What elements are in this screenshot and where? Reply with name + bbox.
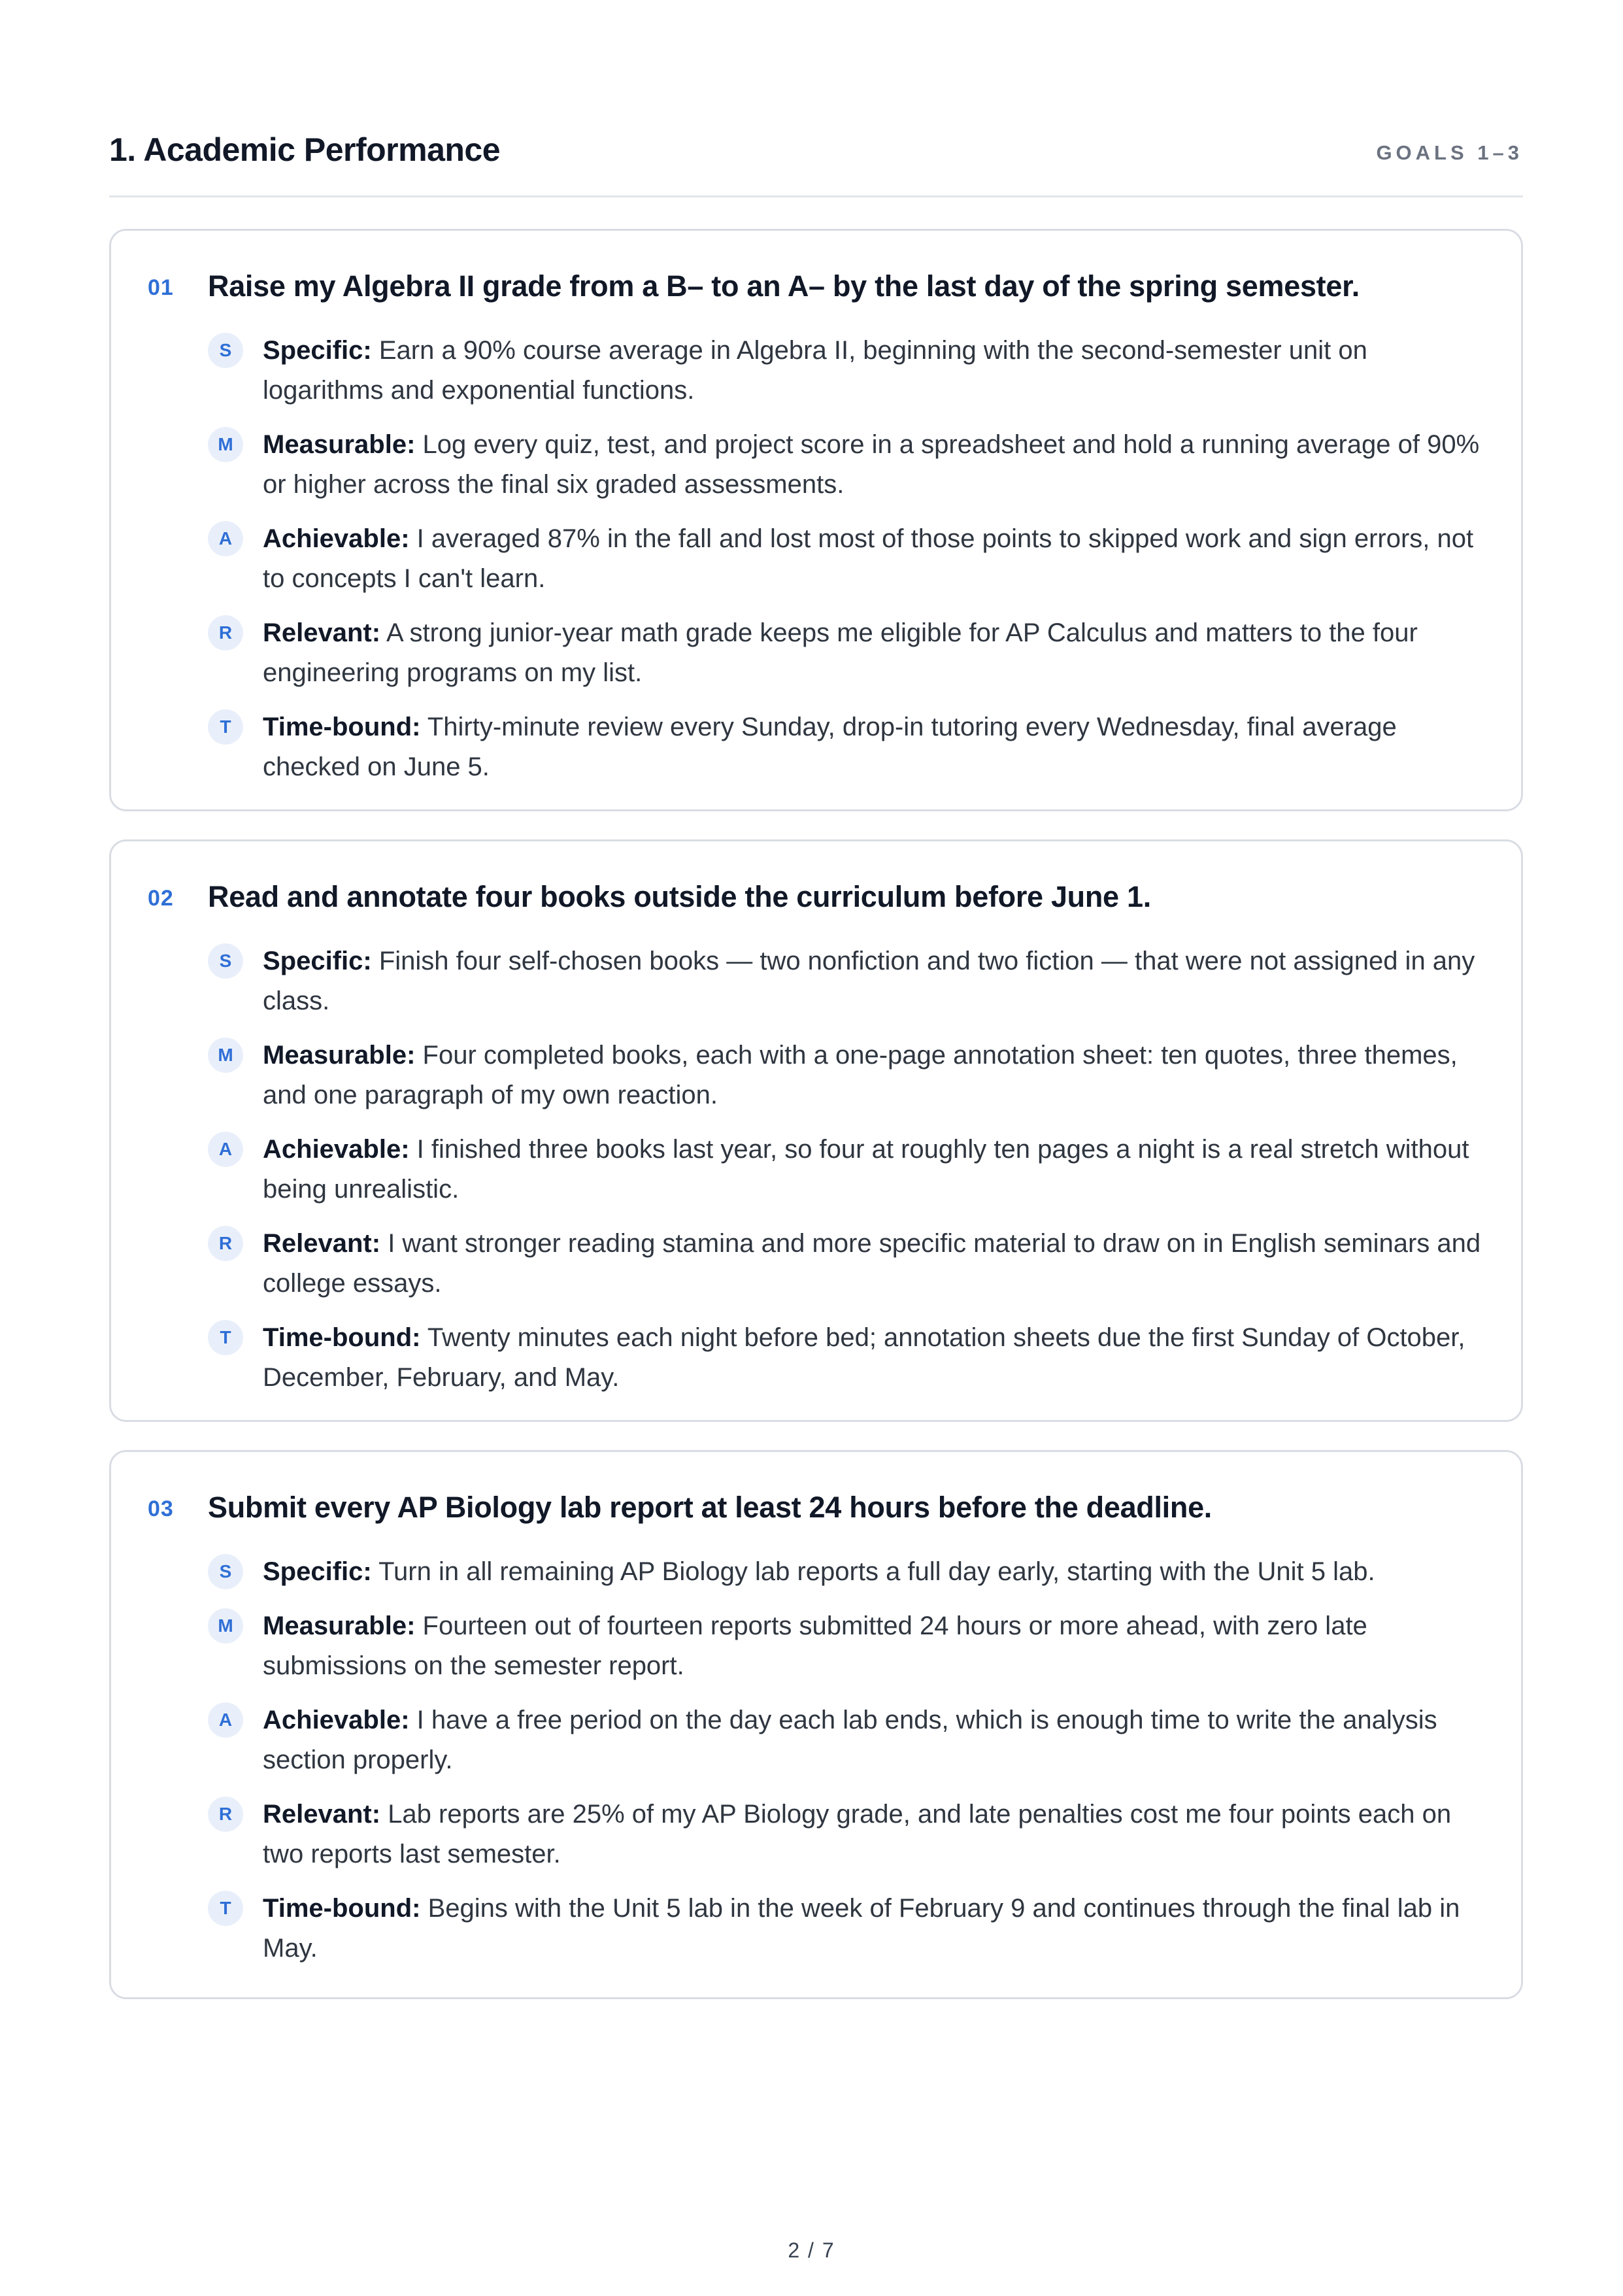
criterion-label: Specific:	[263, 1557, 372, 1586]
criterion-relevant	[208, 1224, 1488, 1304]
smart-criteria-list	[208, 1552, 1488, 1968]
criterion-text	[263, 331, 1488, 411]
goal-title: Raise my Algebra II grade from a B– to an A– by the last day of the spring semester.	[208, 269, 1360, 303]
criterion-label: Specific:	[263, 947, 372, 975]
criterion-text	[263, 425, 1488, 505]
criterion-achievable	[208, 1130, 1488, 1209]
criterion-relevant	[208, 1795, 1488, 1874]
criterion-badge: A	[208, 1702, 243, 1738]
goal-title: Read and annotate four books outside the curriculum before June 1.	[208, 880, 1151, 913]
criterion-description: Fourteen out of fourteen reports submitted 24 hours or more ahead, with zero late submissions on the semester report.	[263, 1612, 1367, 1680]
criterion-description: Turn in all remaining AP Biology lab reports a full day early, starting with the Unit 5 lab.	[378, 1557, 1375, 1586]
criterion-label: Relevant:	[263, 1800, 381, 1829]
criterion-label: Measurable:	[263, 1612, 416, 1640]
criterion-badge: T	[208, 1891, 243, 1926]
criterion-badge: R	[208, 1226, 243, 1261]
criterion-description: Finish four self-chosen books — two nonfiction and two fiction — that were not assigned in any class.	[263, 947, 1475, 1015]
criterion-text	[263, 941, 1488, 1021]
criterion-label: Specific:	[263, 336, 372, 365]
criterion-description: Lab reports are 25% of my AP Biology grade, and late penalties cost me four points each on two reports last semester.	[263, 1800, 1452, 1868]
goal-card	[109, 229, 1523, 811]
section-title: 1. Academic Performance	[109, 131, 501, 168]
criterion-description: I finished three books last year, so four at roughly ten pages a night is a real stretch without being unrealistic.	[263, 1135, 1469, 1204]
goal-card	[109, 1450, 1523, 1999]
criterion-badge: M	[208, 1608, 243, 1644]
criterion-label: Achievable:	[263, 1135, 410, 1164]
criterion-specific	[208, 331, 1488, 411]
page-number: 2 / 7	[788, 2238, 835, 2262]
criterion-text	[263, 707, 1488, 787]
goal-number: 03	[148, 1496, 174, 1521]
goal-title: Submit every AP Biology lab report at least 24 hours before the deadline.	[208, 1491, 1213, 1524]
criterion-specific	[208, 1552, 1488, 1592]
criterion-text	[263, 1795, 1488, 1874]
criterion-text	[263, 1606, 1488, 1686]
criterion-badge: R	[208, 1797, 243, 1832]
criterion-description: I have a free period on the day each lab ends, which is enough time to write the analysis section properly.	[263, 1706, 1437, 1774]
criterion-description: Twenty minutes each night before bed; annotation sheets due the first Sunday of October, December, February, and May.	[263, 1323, 1465, 1392]
criterion-label: Time-bound:	[263, 1323, 421, 1352]
criterion-measurable	[208, 425, 1488, 505]
criterion-label: Time-bound:	[263, 713, 421, 741]
criterion-badge: T	[208, 709, 243, 745]
criterion-badge: M	[208, 1038, 243, 1073]
goal-number: 02	[148, 886, 174, 911]
criterion-description: I want stronger reading stamina and more specific material to draw on in English seminars and college essays.	[263, 1229, 1481, 1298]
criterion-text	[263, 613, 1488, 693]
smart-criteria-list	[208, 941, 1488, 1398]
criterion-description: I averaged 87% in the fall and lost most of those points to skipped work and sign errors, not to concepts I can't learn.	[263, 524, 1474, 593]
criterion-badge: S	[208, 333, 243, 368]
criterion-text	[263, 519, 1488, 599]
page	[109, 0, 1523, 2296]
criterion-text	[263, 1130, 1488, 1209]
goal-number: 01	[148, 275, 174, 300]
criterion-description: Thirty-minute review every Sunday, drop-in tutoring every Wednesday, final average checked on June 5.	[263, 713, 1397, 781]
criterion-measurable	[208, 1036, 1488, 1115]
criterion-achievable	[208, 1700, 1488, 1780]
criterion-description: Four completed books, each with a one-page annotation sheet: ten quotes, three themes, and one paragraph of my own reaction.	[263, 1041, 1458, 1109]
criterion-achievable	[208, 519, 1488, 599]
criterion-text	[263, 1552, 1488, 1592]
goal-card	[109, 839, 1523, 1422]
criterion-text	[263, 1224, 1488, 1304]
criterion-label: Relevant:	[263, 618, 381, 647]
criterion-label: Achievable:	[263, 524, 410, 553]
criterion-badge: S	[208, 943, 243, 979]
criterion-label: Measurable:	[263, 430, 416, 459]
criterion-text	[263, 1036, 1488, 1115]
criterion-description: Log every quiz, test, and project score in a spreadsheet and hold a running average of 90% or higher across the final six graded assessments.	[263, 430, 1480, 499]
criterion-time-bound	[208, 1889, 1488, 1968]
criterion-badge: S	[208, 1554, 243, 1589]
criterion-description: A strong junior-year math grade keeps me eligible for AP Calculus and matters to the four engineering programs on my list.	[263, 618, 1418, 687]
criterion-description: Earn a 90% course average in Algebra II, beginning with the second-semester unit on logarithms and exponential functions.	[263, 336, 1367, 405]
criterion-badge: M	[208, 427, 243, 462]
criterion-label: Relevant:	[263, 1229, 381, 1258]
criterion-text	[263, 1700, 1488, 1780]
criterion-badge: R	[208, 615, 243, 650]
smart-criteria-list	[208, 331, 1488, 787]
criterion-badge: T	[208, 1320, 243, 1355]
criterion-text	[263, 1889, 1488, 1968]
criterion-badge: A	[208, 521, 243, 556]
section-header	[109, 128, 1523, 197]
criterion-label: Time-bound:	[263, 1894, 421, 1923]
criterion-label: Measurable:	[263, 1041, 416, 1070]
criterion-measurable	[208, 1606, 1488, 1686]
criterion-badge: A	[208, 1132, 243, 1167]
criterion-time-bound	[208, 707, 1488, 787]
criterion-specific	[208, 941, 1488, 1021]
criterion-time-bound	[208, 1318, 1488, 1398]
criterion-label: Achievable:	[263, 1706, 410, 1734]
criterion-relevant	[208, 613, 1488, 693]
criterion-text	[263, 1318, 1488, 1398]
section-tag: GOALS 1–3	[1376, 141, 1523, 164]
criterion-description: Begins with the Unit 5 lab in the week of February 9 and continues through the final lab in May.	[263, 1894, 1460, 1963]
